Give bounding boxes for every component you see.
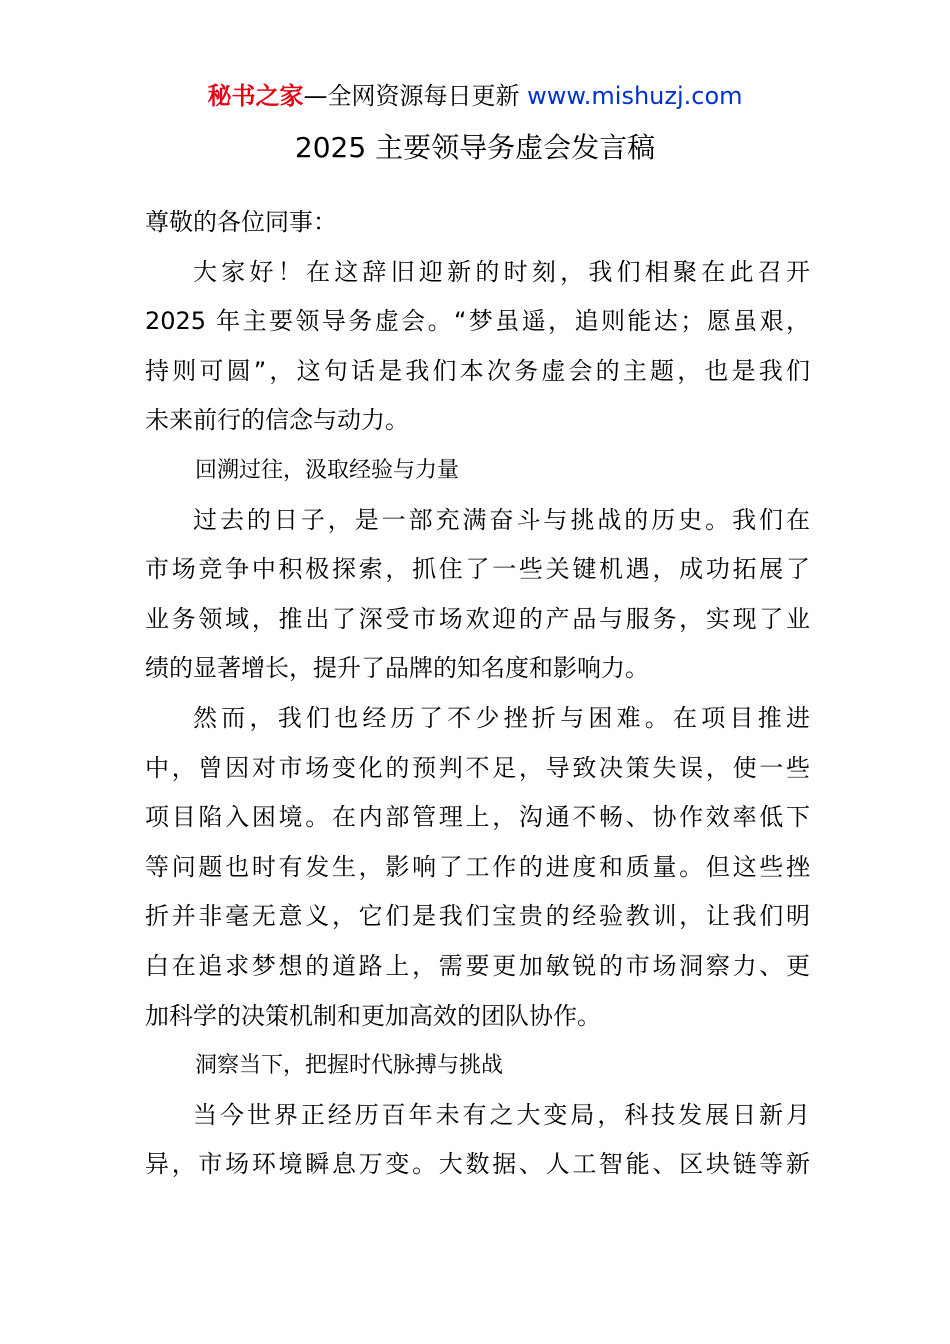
- site-header: [0, 78, 950, 114]
- paragraph-line: 未来前行的信念与动力。: [145, 406, 409, 435]
- paragraph-line: 项目陷入困境。在内部管理上，沟通不畅、协作效率低下: [145, 803, 810, 832]
- document-body: [145, 198, 810, 1190]
- section-heading: 回溯过往，汲取经验与力量: [195, 457, 460, 483]
- paragraph-line: 持则可圆”，这句话是我们本次务虚会的主题，也是我们: [145, 356, 810, 385]
- paragraph-line: 加科学的决策机制和更加高效的团队协作。: [145, 1001, 601, 1030]
- paragraph-line: 绩的显著增长，提升了品牌的知名度和影响力。: [145, 654, 649, 683]
- paragraph-line: 等问题也时有发生，影响了工作的进度和质量。但这些挫: [145, 852, 810, 881]
- paragraph-line: 异，市场环境瞬息万变。大数据、人工智能、区块链等新: [145, 1150, 810, 1179]
- paragraph-line: 业务领域，推出了深受市场欢迎的产品与服务，实现了业: [145, 604, 810, 633]
- paragraph-line: 大家好！在这辞旧迎新的时刻，我们相聚在此召开: [193, 257, 810, 286]
- document-title: 2025 主要领导务虚会发言稿: [294, 131, 656, 164]
- paragraph: [145, 248, 810, 446]
- paragraph-line: 过去的日子，是一部充满奋斗与挑战的历史。我们在: [193, 505, 810, 534]
- paragraph-line: 当今世界正经历百年未有之大变局，科技发展日新月: [193, 1100, 810, 1129]
- salutation: 尊敬的各位同事：: [145, 208, 337, 236]
- paragraph: [145, 694, 810, 1041]
- site-url-link[interactable]: www.mishuzj.com: [527, 82, 743, 110]
- paragraph-line: 白在追求梦想的道路上，需要更加敏锐的市场洞察力、更: [145, 951, 810, 980]
- site-tagline: —全网资源每日更新: [303, 82, 528, 110]
- section-heading: 洞察当下，把握时代脉搏与挑战: [195, 1053, 504, 1079]
- paragraph: [145, 496, 810, 694]
- paragraph-line: 2025 年主要领导务虚会。“梦虽遥，追则能达；愿虽艰，: [145, 307, 810, 336]
- paragraph-line: 折并非毫无意义，它们是我们宝贵的经验教训，让我们明: [145, 902, 810, 931]
- paragraph-line: 中，曾因对市场变化的预判不足，导致决策失误，使一些: [145, 753, 810, 782]
- paragraph-line: 然而，我们也经历了不少挫折与困难。在项目推进: [193, 703, 810, 732]
- site-brand: 秘书之家: [207, 82, 304, 110]
- paragraph: [145, 1091, 810, 1190]
- paragraph-line: 市场竞争中积极探索，抓住了一些关键机遇，成功拓展了: [145, 555, 810, 584]
